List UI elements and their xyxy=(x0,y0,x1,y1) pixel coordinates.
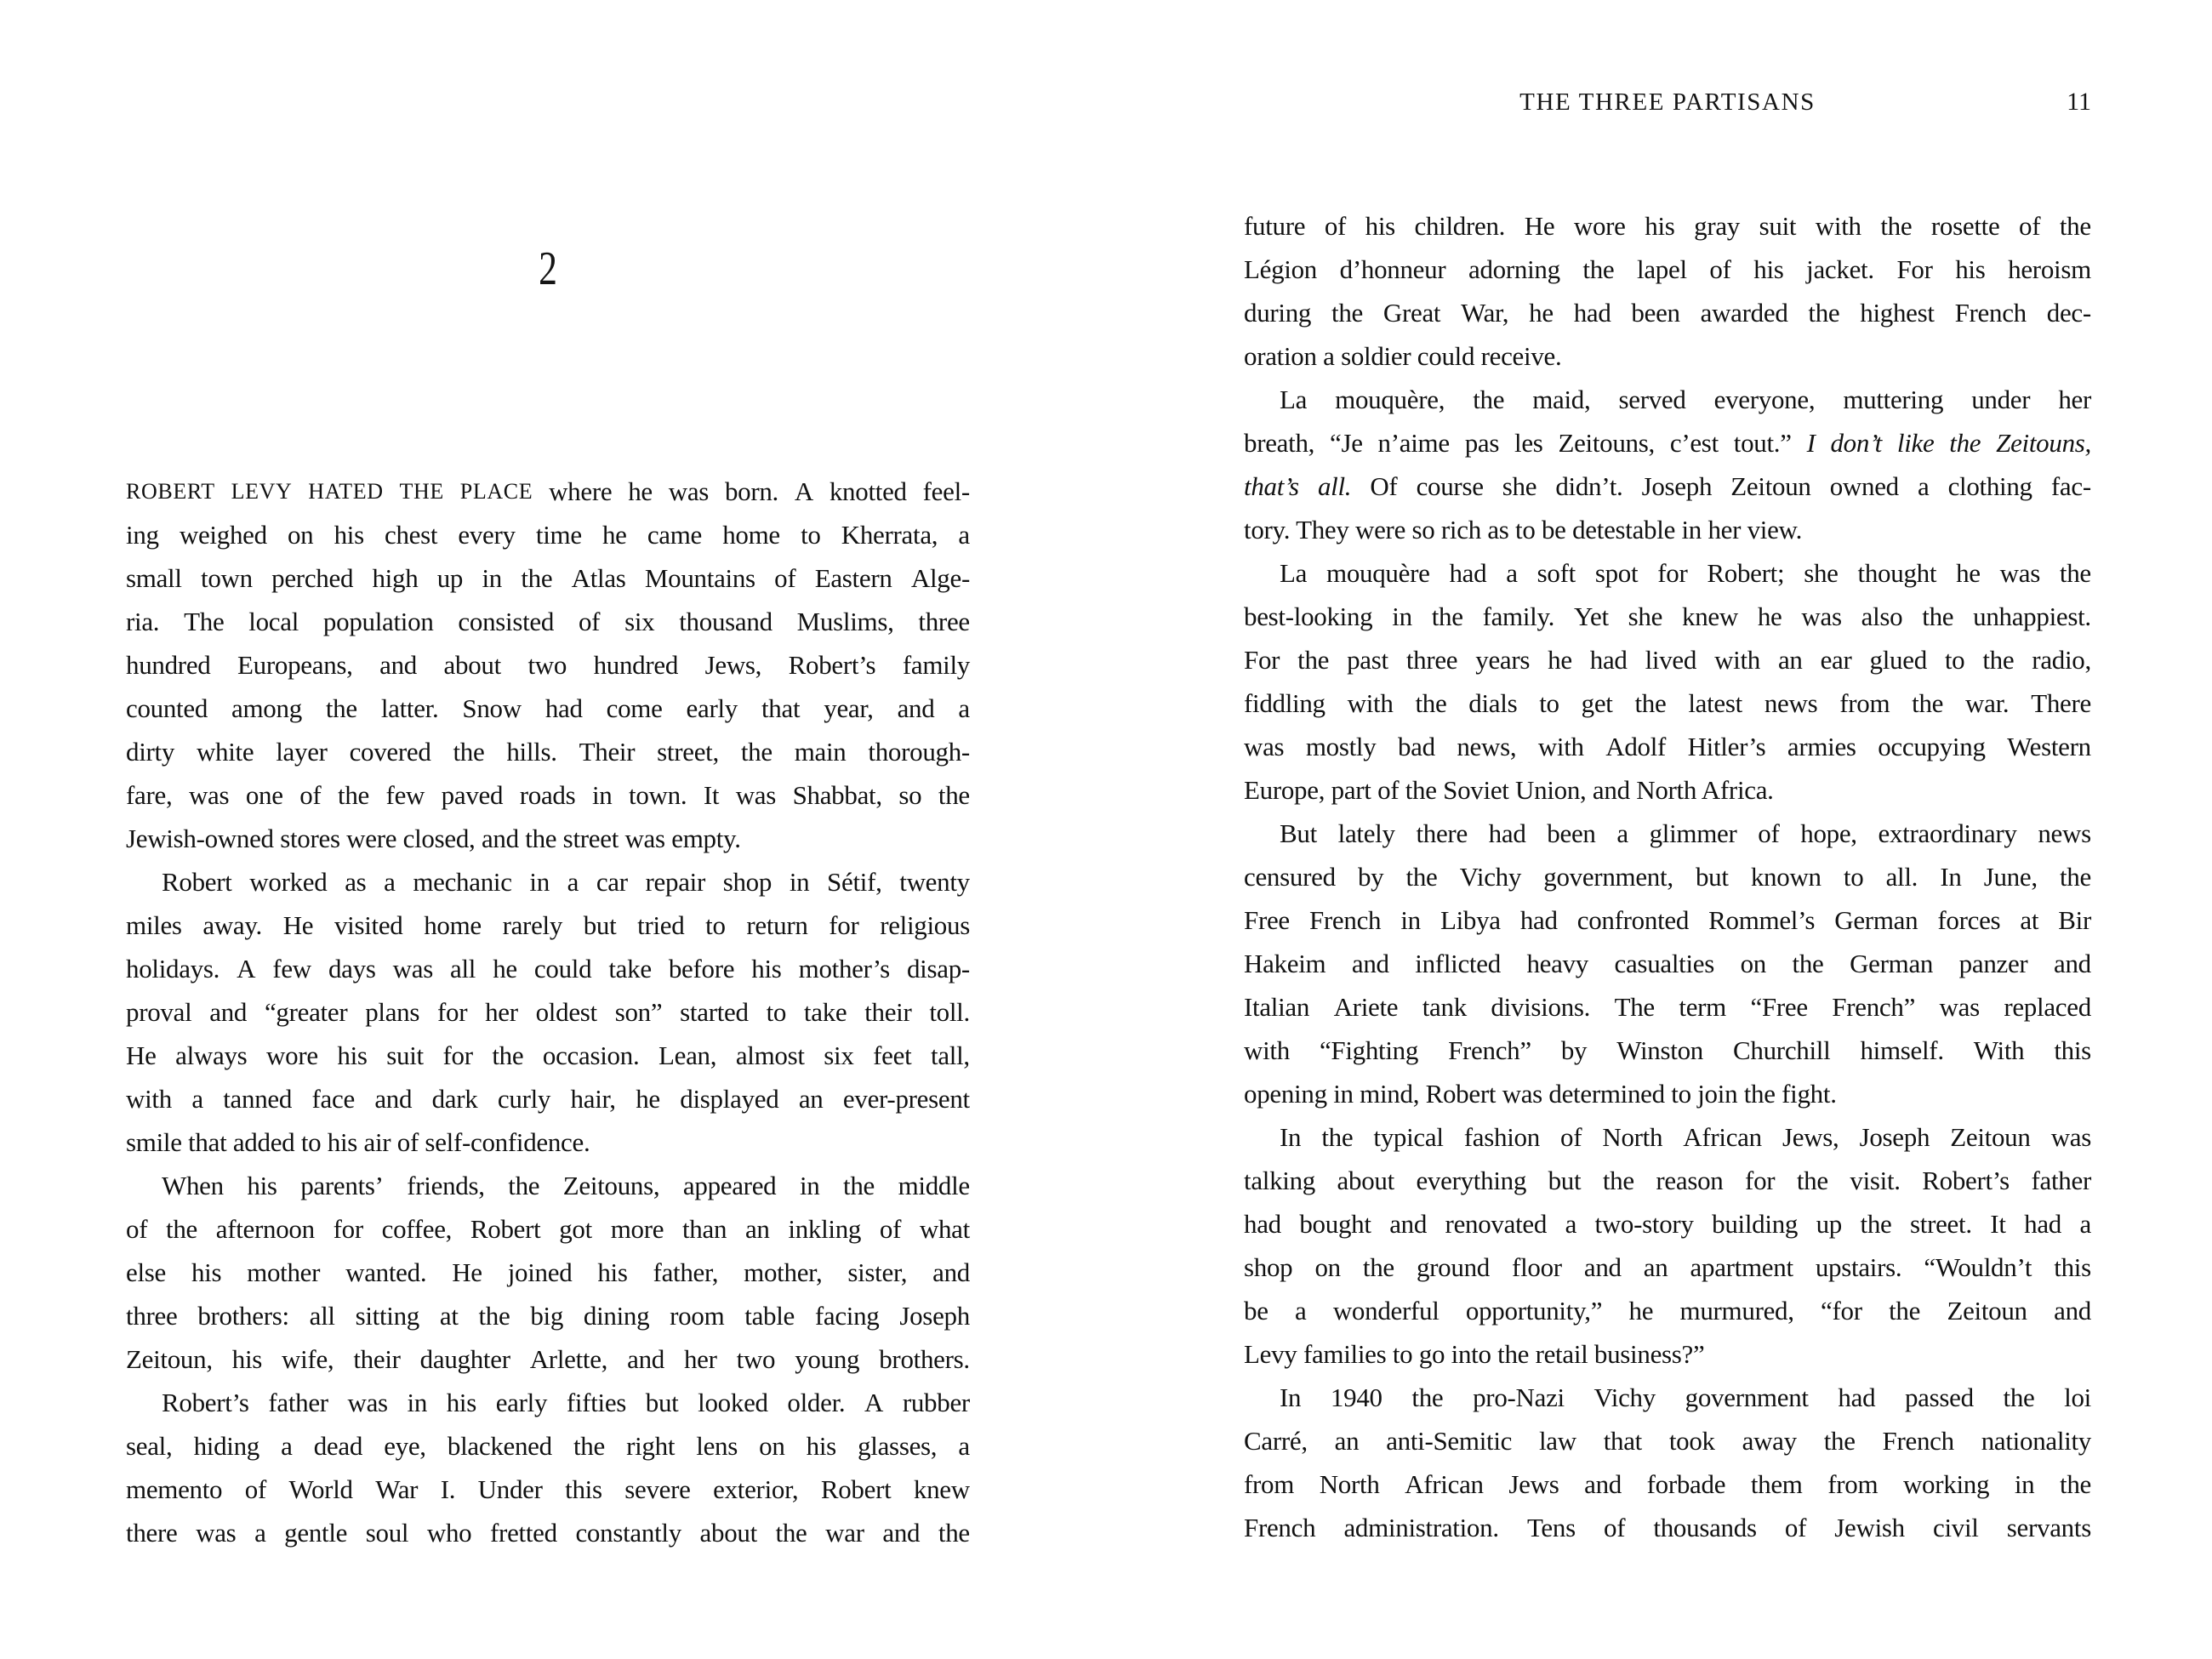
text-line: Hakeim and inflicted heavy casualties on the German panzer and xyxy=(1244,949,2091,978)
chapter-number: 2 xyxy=(539,242,557,295)
text-line: best-looking in the family. Yet she knew he was also the unhappiest. xyxy=(1244,601,2091,631)
text-line: Italian Ariete tank divisions. The term “Free French” was replaced xyxy=(1244,992,2091,1022)
text-line: Europe, part of the Soviet Union, and North Africa. xyxy=(1244,775,1774,805)
text-line: fiddling with the dials to get the latest news from the war. There xyxy=(1244,688,2091,718)
text-line: Free French in Libya had confronted Rommel’s German forces at Bir xyxy=(1244,905,2091,935)
text-line: fare, was one of the few paved roads in town. It was Shabbat, so the xyxy=(126,780,970,810)
text-line: In the typical fashion of North African Jews, Joseph Zeitoun was xyxy=(1280,1122,2091,1152)
text-line: La mouquère had a soft spot for Robert; she thought he was the xyxy=(1280,558,2091,588)
right-page xyxy=(1106,0,2212,1659)
text-line: three brothers: all sitting at the big dining room table facing Joseph xyxy=(126,1301,970,1331)
text-line: Robert worked as a mechanic in a car repair shop in Sétif, twenty xyxy=(162,867,970,897)
text-line: ing weighed on his chest every time he came home to Kherrata, a xyxy=(126,520,970,550)
text-line: When his parents’ friends, the Zeitouns, appeared in the middle xyxy=(162,1171,970,1200)
text-line: French administration. Tens of thousands of Jewish civil servants xyxy=(1244,1513,2091,1542)
text-line: Légion d’honneur adorning the lapel of his jacket. For his heroism xyxy=(1244,254,2091,284)
text-line: seal, hiding a dead eye, blackened the right lens on his glasses, a xyxy=(126,1431,970,1461)
text-line: shop on the ground floor and an apartment upstairs. “Wouldn’t this xyxy=(1244,1252,2091,1282)
text-line: proval and “greater plans for her oldest son” started to take their toll. xyxy=(126,997,970,1027)
text-line: from North African Jews and forbade them from working in the xyxy=(1244,1469,2091,1499)
text-line: counted among the latter. Snow had come early that year, and a xyxy=(126,693,970,723)
text-line: was mostly bad news, with Adolf Hitler’s armies occupying Western xyxy=(1244,732,2091,761)
text-line: with “Fighting French” by Winston Churchill himself. With this xyxy=(1244,1035,2091,1065)
text-line: But lately there had been a glimmer of hope, extraordinary news xyxy=(1280,818,2091,848)
text-line: talking about everything but the reason for the visit. Robert’s father xyxy=(1244,1166,2091,1195)
text-line: smile that added to his air of self-confidence. xyxy=(126,1127,590,1157)
text-line: be a wonderful opportunity,” he murmured, “for the Zeitoun and xyxy=(1244,1296,2091,1325)
text-line: miles away. He visited home rarely but tried to return for religious xyxy=(126,910,970,940)
text-line: In 1940 the pro-Nazi Vichy government had passed the loi xyxy=(1280,1382,2091,1412)
right-text-block xyxy=(1244,204,2091,1549)
text-line: had bought and renovated a two-story building up the street. It had a xyxy=(1244,1209,2091,1239)
page-number: 11 xyxy=(2067,88,2091,116)
text-line: small town perched high up in the Atlas Mountains of Eastern Alge- xyxy=(126,563,970,593)
text-line: ria. The local population consisted of six thousand Muslims, three xyxy=(126,607,970,636)
text-line: tory. They were so rich as to be detestable in her view. xyxy=(1244,515,1803,544)
text-line: during the Great War, he had been awarded the highest French dec- xyxy=(1244,298,2091,328)
text-line: opening in mind, Robert was determined to join the fight. xyxy=(1244,1079,1837,1109)
running-header: THE THREE PARTISANS xyxy=(1519,88,1816,116)
text-line: For the past three years he had lived with an ear glued to the radio, xyxy=(1244,645,2091,675)
text-line: dirty white layer covered the hills. Their street, the main thorough- xyxy=(126,737,970,767)
text-line: La mouquère, the maid, served everyone, muttering under her xyxy=(1280,385,2091,414)
text-line: Zeitoun, his wife, their daughter Arlette, and her two young brothers. xyxy=(126,1344,970,1374)
left-text-block xyxy=(126,470,970,1554)
text-line: ROBERT LEVY HATED THE PLACE where he was born. A knotted feel- xyxy=(126,476,970,506)
text-line: holidays. A few days was all he could take before his mother’s disap- xyxy=(126,954,970,983)
text-line: He always wore his suit for the occasion. Lean, almost six feet tall, xyxy=(126,1040,970,1070)
text-line: that’s all. Of course she didn’t. Joseph Zeitoun owned a clothing fac- xyxy=(1244,471,2091,501)
text-line: future of his children. He wore his gray suit with the rosette of the xyxy=(1244,211,2091,241)
text-line: memento of World War I. Under this severe exterior, Robert knew xyxy=(126,1474,970,1504)
text-line: with a tanned face and dark curly hair, he displayed an ever-present xyxy=(126,1084,970,1114)
header-row xyxy=(1244,85,2091,119)
text-line: Carré, an anti-Semitic law that took away the French nationality xyxy=(1244,1426,2091,1456)
text-line: Levy families to go into the retail business?” xyxy=(1244,1339,1705,1369)
text-line: else his mother wanted. He joined his father, mother, sister, and xyxy=(126,1257,970,1287)
text-line: of the afternoon for coffee, Robert got more than an inkling of what xyxy=(126,1214,970,1244)
text-line: Jewish-owned stores were closed, and the street was empty. xyxy=(126,824,741,853)
text-line: Robert’s father was in his early fifties but looked older. A rubber xyxy=(162,1388,970,1417)
text-line: oration a soldier could receive. xyxy=(1244,341,1562,371)
text-line: there was a gentle soul who fretted constantly about the war and the xyxy=(126,1518,970,1548)
text-line: breath, “Je n’aime pas les Zeitouns, c’est tout.” I don’t like the Zeitouns, xyxy=(1244,428,2091,458)
text-line: censured by the Vichy government, but known to all. In June, the xyxy=(1244,862,2091,892)
text-line: hundred Europeans, and about two hundred Jews, Robert’s family xyxy=(126,650,970,680)
